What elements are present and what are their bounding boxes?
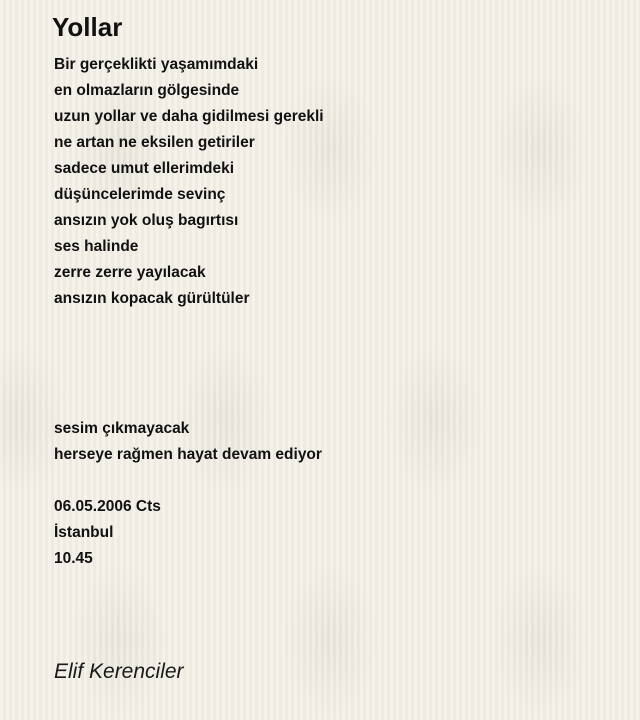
poem-line: uzun yollar ve daha gidilmesi gerekli	[54, 108, 324, 125]
stanza-gap	[54, 312, 614, 416]
date-place-block	[54, 494, 614, 572]
poem-date: 06.05.2006 Cts	[54, 498, 161, 515]
poem-line: ses halinde	[54, 238, 139, 255]
poem-place: İstanbul	[54, 524, 114, 541]
poem-line: zerre zerre yayılacak	[54, 264, 206, 281]
poem-line: ansızın yok oluş bagırtısı	[54, 212, 239, 229]
author-name[interactable]: Elif Kerenciler	[54, 660, 184, 683]
poem-time: 10.45	[54, 550, 93, 567]
poem-line: ansızın kopacak gürültüler	[54, 290, 250, 307]
poem-line: ne artan ne eksilen getiriler	[54, 134, 255, 151]
poem-line: düşüncelerimde sevinç	[54, 186, 226, 203]
poem-title: Yollar	[52, 12, 123, 42]
poem-line: Bir gerçeklikti yaşamımdaki	[54, 56, 259, 73]
stanza-gap	[54, 468, 614, 494]
poem-line: herseye rağmen hayat devam ediyor	[54, 446, 322, 463]
poem-line: sadece umut ellerimdeki	[54, 160, 235, 177]
poem-body	[54, 52, 614, 572]
poem-line: en olmazların gölgesinde	[54, 82, 240, 99]
stanza-1	[54, 52, 614, 312]
stanza-2	[54, 416, 614, 468]
poem-line: sesim çıkmayacak	[54, 420, 190, 437]
